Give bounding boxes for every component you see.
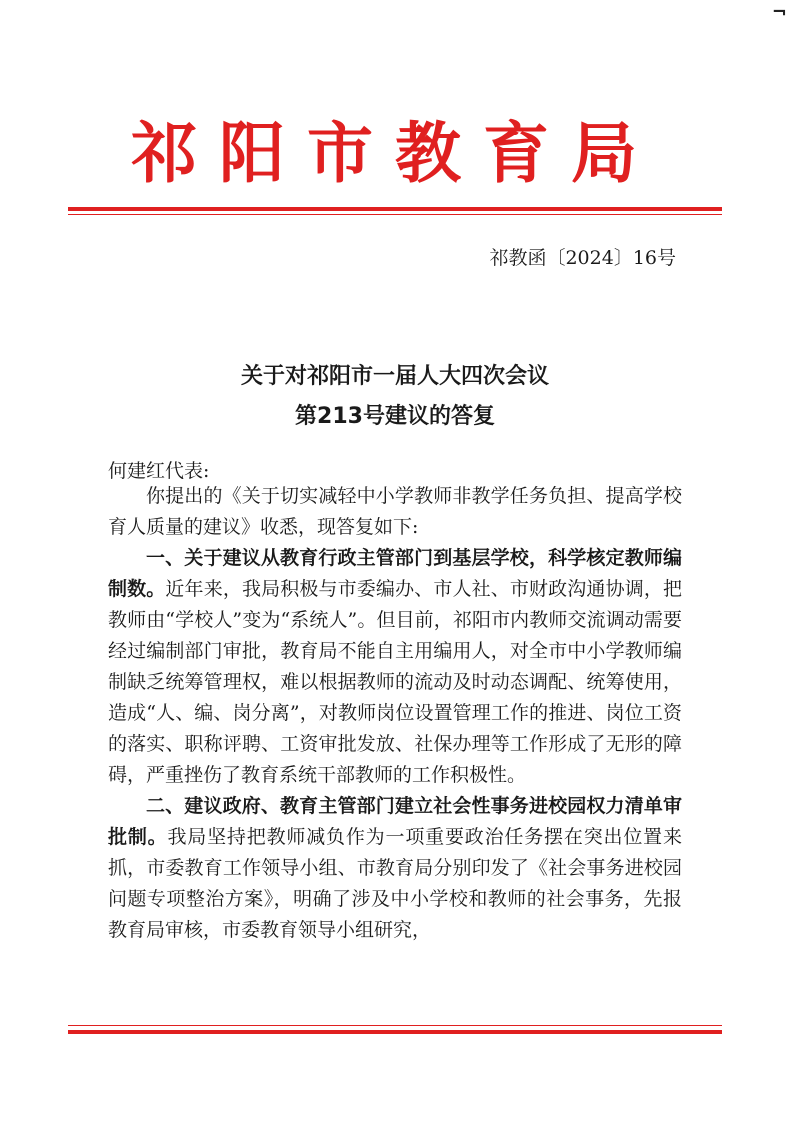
footer-rule-thick xyxy=(68,1030,722,1034)
corner-mark: ¬ xyxy=(771,2,787,23)
footer-rule-thin xyxy=(68,1025,722,1026)
letterhead-rule-thick xyxy=(68,207,722,211)
section-1-heading: 一、关于建议从教育行政主管部门到基层学校，科学核定教师编制数。 xyxy=(108,547,682,600)
letterhead-rule-thin xyxy=(68,214,722,215)
section-2-text: 我局坚持把教师减负作为一项重要政治任务摆在突出位置来抓，市委教育工作领导小组、市教育局分别印发了《社会事务进校园问题专项整治方案》，明确了涉及中小学校和教师的社会事务，先报教育局审核，市委教育领导小组研究， xyxy=(108,826,682,941)
letterhead-title: 祁阳市教育局 xyxy=(131,114,659,192)
document-number: 祁教函〔2024〕16号 xyxy=(489,247,676,269)
document-title-line-2: 第213号建议的答复 xyxy=(295,404,495,429)
section-2-heading: 二、建议政府、教育主管部门建立社会性事务进校园权力清单审批制。 xyxy=(108,795,682,848)
section-1-text: 近年来，我局积极与市委编办、市人社、市财政沟通协调，把教师由“学校人”变为“系统人”。但目前，祁阳市内教师交流调动需要经过编制部门审批，教育局不能自主用编用人，对全市中小学教师编制缺乏统筹管理权，难以根据教师的流动及时动态调配、统筹使用，造成“人、编、岗分离”，对教师岗位设置管理工作的推进、岗位工资的落实、职称评聘、工资审批发放、社保办理等工作形成了无形的障碍，严重挫伤了教育系统干部教师的工作积极性。 xyxy=(108,578,682,786)
paragraph-section-1 xyxy=(108,543,682,791)
paragraph-intro-text: 你提出的《关于切实减轻中小学教师非教学任务负担、提高学校育人质量的建议》收悉，现答复如下: xyxy=(108,485,682,538)
salutation: 何建红代表: xyxy=(108,460,210,482)
paragraph-section-2 xyxy=(108,791,682,946)
document-title-line-1: 关于对祁阳市一届人大四次会议 xyxy=(240,364,549,389)
paragraph-intro xyxy=(108,481,682,543)
body-text xyxy=(108,481,682,946)
